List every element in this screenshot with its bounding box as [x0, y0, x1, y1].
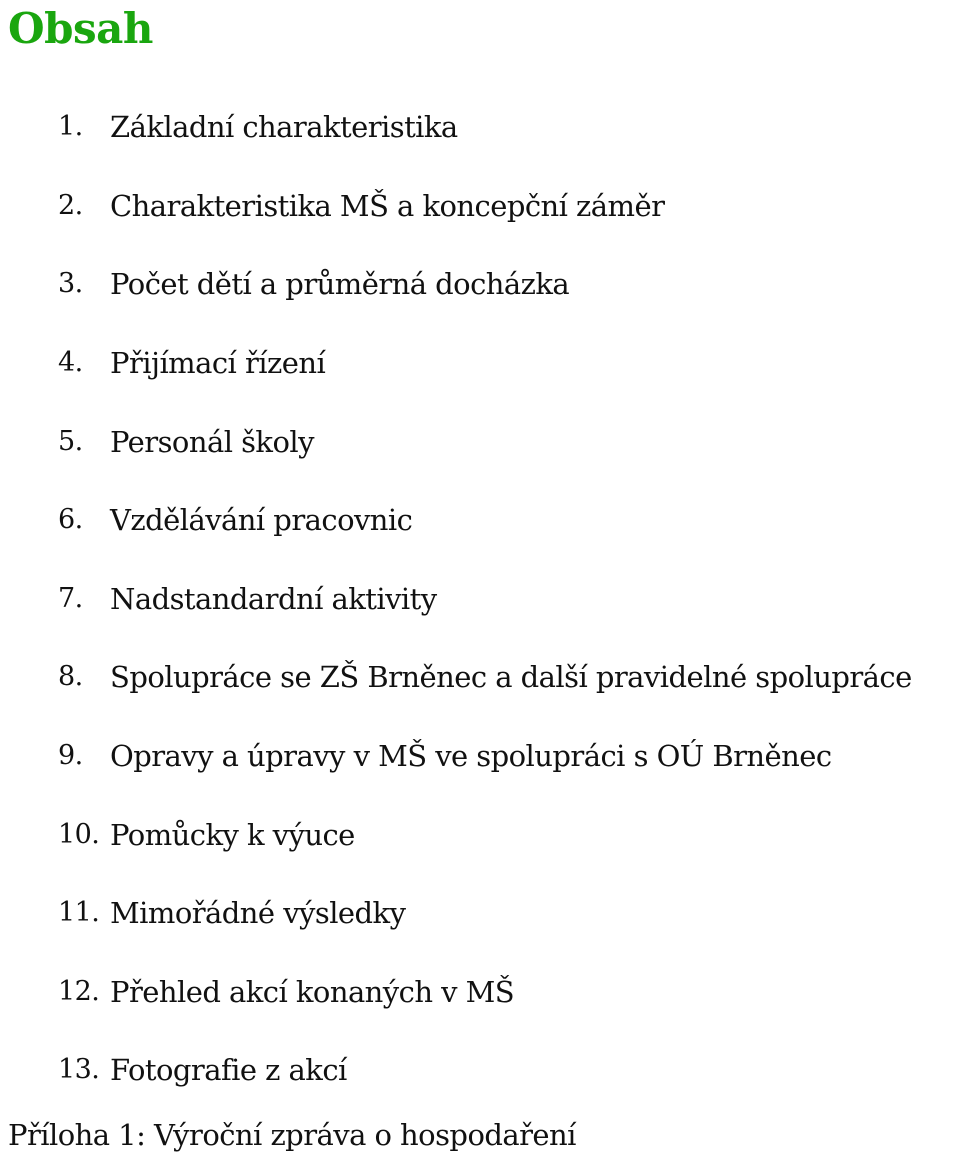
toc-item-text: Charakteristika MŠ a koncepční záměr [110, 188, 665, 223]
toc-item [0, 324, 960, 403]
page-title: Obsah [8, 4, 153, 53]
appendix-line: Příloha 1: Výroční zpráva o hospodaření [8, 1118, 576, 1152]
toc-item-number: 3. [58, 268, 83, 300]
toc-item [0, 88, 960, 167]
toc-item-text: Spolupráce se ZŠ Brněnec a další pravidelné spolupráce [110, 660, 912, 695]
toc-item-text: Vzdělávání pracovnic [110, 503, 413, 538]
toc-item [0, 717, 960, 796]
toc-item [0, 874, 960, 953]
toc-item-number: 6. [58, 504, 83, 536]
toc-item-text: Mimořádné výsledky [110, 896, 406, 931]
toc-item [0, 402, 960, 481]
toc-item-text: Personál školy [110, 424, 314, 459]
toc-item [0, 638, 960, 717]
toc-item-text: Opravy a úpravy v MŠ ve spolupráci s OÚ Brněnec [110, 739, 832, 774]
toc-item [0, 953, 960, 1032]
toc-item [0, 245, 960, 324]
toc-item [0, 1031, 960, 1110]
toc-item-number: 11. [58, 897, 100, 929]
toc-item-number: 5. [58, 425, 83, 457]
toc-item-number: 7. [58, 582, 83, 614]
toc-item-number: 10. [58, 818, 100, 850]
toc-item-number: 8. [58, 661, 83, 693]
toc-item-number: 9. [58, 740, 83, 772]
toc-item-number: 4. [58, 347, 83, 379]
table-of-contents [0, 88, 960, 1110]
toc-item-text: Základní charakteristika [110, 110, 458, 145]
toc-item [0, 167, 960, 246]
toc-item-text: Pomůcky k výuce [110, 817, 355, 852]
toc-item [0, 481, 960, 560]
toc-item-number: 1. [58, 111, 83, 143]
toc-item-text: Přijímací řízení [110, 346, 326, 381]
toc-item-text: Nadstandardní aktivity [110, 581, 437, 616]
toc-item-text: Fotografie z akcí [110, 1053, 347, 1088]
toc-item-number: 2. [58, 189, 83, 221]
toc-item [0, 795, 960, 874]
toc-item-number: 13. [58, 1054, 100, 1086]
toc-item-text: Přehled akcí konaných v MŠ [110, 974, 515, 1009]
toc-item [0, 560, 960, 639]
toc-item-text: Počet dětí a průměrná docházka [110, 267, 570, 302]
toc-item-number: 12. [58, 975, 100, 1007]
